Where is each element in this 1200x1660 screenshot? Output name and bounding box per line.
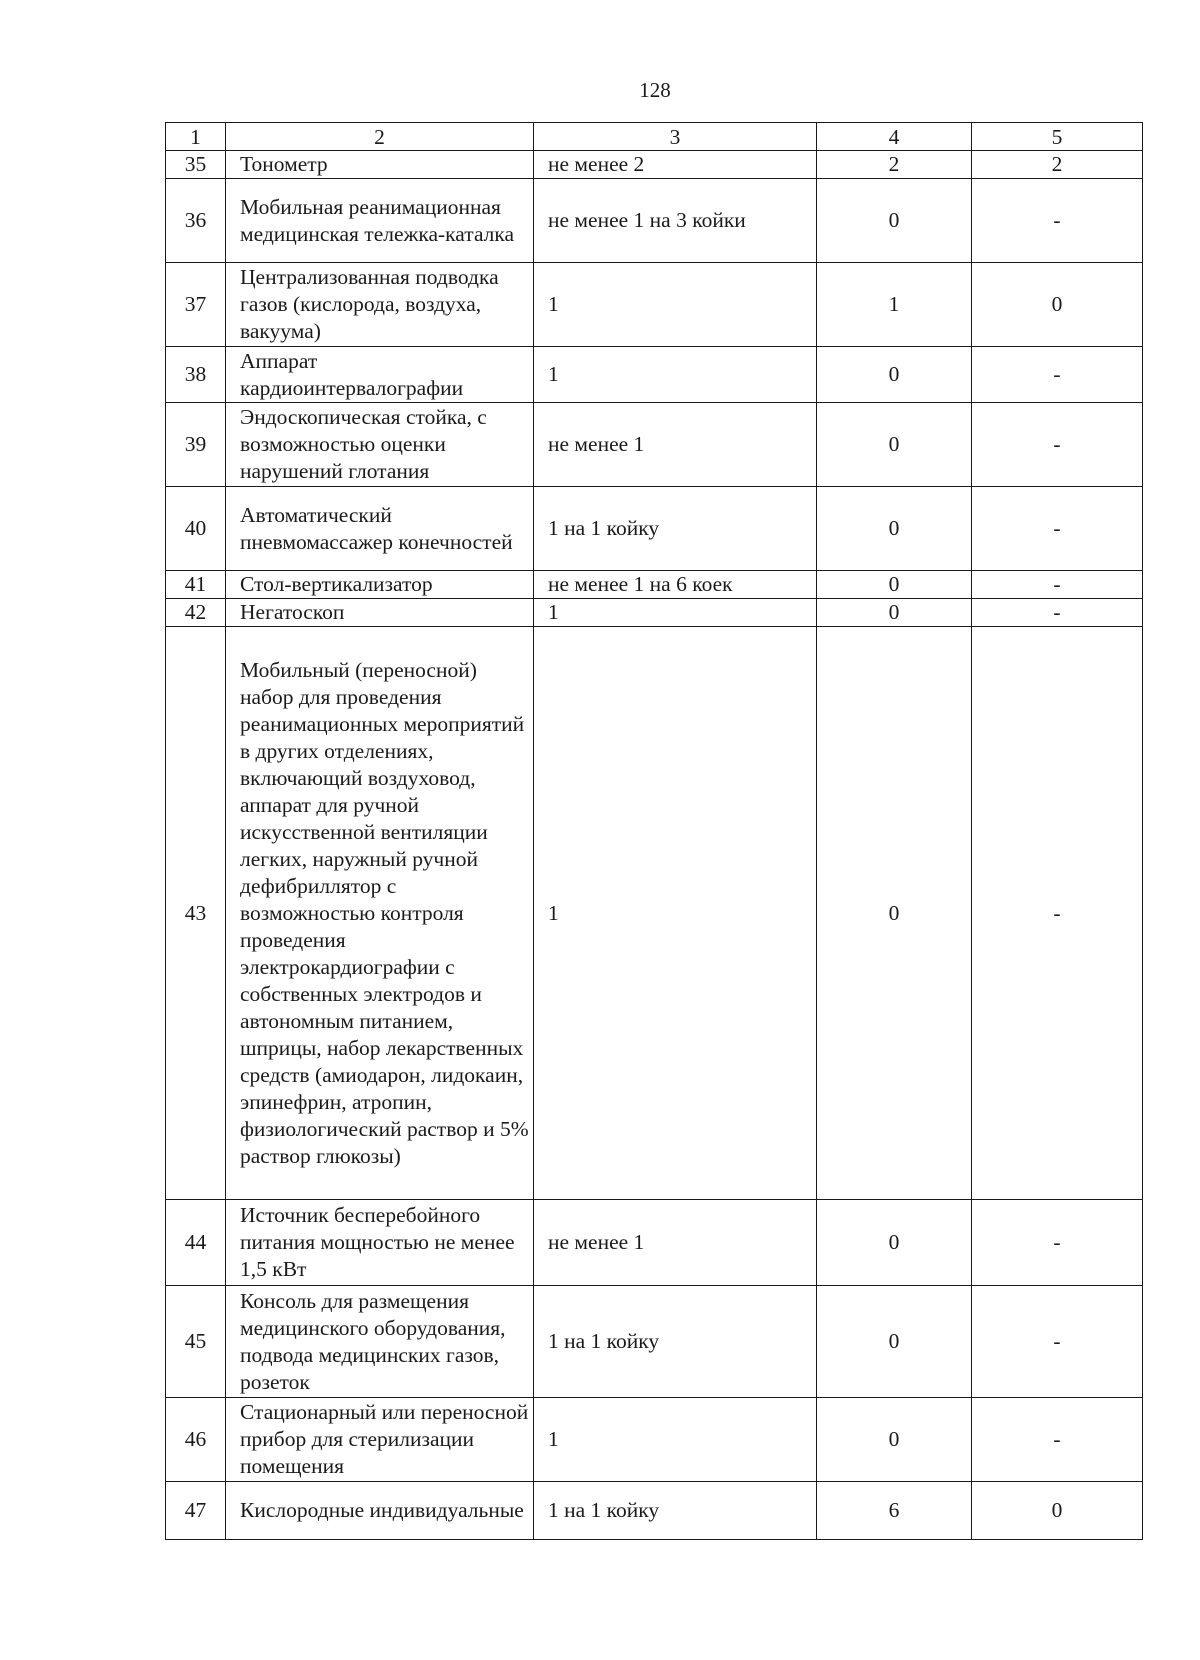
col-4-value: 0: [817, 487, 972, 571]
col-4-value: 0: [817, 179, 972, 263]
table-header-row: [166, 123, 1143, 151]
col-5-value: -: [972, 1200, 1143, 1286]
equipment-name: Тонометр: [226, 151, 534, 179]
col-5-value: -: [972, 347, 1143, 403]
row-number: 38: [166, 347, 226, 403]
equipment-name: Эндоскопическая стойка, с возможностью оценки нарушений глотания: [226, 403, 534, 487]
table-row: [166, 571, 1143, 599]
required-quantity: 1: [534, 347, 817, 403]
header-col-3: 3: [534, 123, 817, 151]
equipment-name: Кислородные индивидуальные: [226, 1482, 534, 1540]
header-col-2: 2: [226, 123, 534, 151]
col-5-value: -: [972, 1286, 1143, 1398]
col-4-value: 0: [817, 347, 972, 403]
table-row: [166, 179, 1143, 263]
col-5-value: -: [972, 599, 1143, 627]
row-number: 40: [166, 487, 226, 571]
row-number: 36: [166, 179, 226, 263]
row-number: 46: [166, 1398, 226, 1482]
table-row: [166, 151, 1143, 179]
col-4-value: 2: [817, 151, 972, 179]
equipment-name: Источник бесперебойного питания мощностью не менее 1,5 кВт: [226, 1200, 534, 1286]
required-quantity: 1: [534, 263, 817, 347]
row-number: 42: [166, 599, 226, 627]
required-quantity: 1 на 1 койку: [534, 1286, 817, 1398]
equipment-name: Мобильный (переносной) набор для проведения реанимационных мероприятий в других отделениях, включающий воздуховод, аппарат для ручной искусственной вентиляции легких, наружный ручной дефибриллятор с возможностью контроля проведения электрокардиографии с собственных электродов и автономным питанием, шприцы, набор лекарственных средств (амиодарон, лидокаин, эпинефрин, атропин, физиологический раствор и 5% раствор глюкозы): [226, 627, 534, 1200]
required-quantity: не менее 1 на 6 коек: [534, 571, 817, 599]
equipment-name: Автоматический пневмомассажер конечностей: [226, 487, 534, 571]
col-4-value: 0: [817, 403, 972, 487]
table-row: [166, 347, 1143, 403]
row-number: 45: [166, 1286, 226, 1398]
table-row: [166, 599, 1143, 627]
col-4-value: 1: [817, 263, 972, 347]
col-5-value: -: [972, 627, 1143, 1200]
equipment-name: Негатоскоп: [226, 599, 534, 627]
col-5-value: -: [972, 487, 1143, 571]
required-quantity: не менее 1 на 3 койки: [534, 179, 817, 263]
col-5-value: -: [972, 1398, 1143, 1482]
row-number: 47: [166, 1482, 226, 1540]
col-5-value: -: [972, 403, 1143, 487]
equipment-name: Стационарный или переносной прибор для стерилизации помещения: [226, 1398, 534, 1482]
required-quantity: не менее 2: [534, 151, 817, 179]
required-quantity: 1 на 1 койку: [534, 1482, 817, 1540]
row-number: 43: [166, 627, 226, 1200]
required-quantity: не менее 1: [534, 403, 817, 487]
required-quantity: не менее 1: [534, 1200, 817, 1286]
required-quantity: 1 на 1 койку: [534, 487, 817, 571]
page-number: 128: [639, 78, 671, 102]
header-col-4: 4: [817, 123, 972, 151]
col-5-value: 0: [972, 1482, 1143, 1540]
table-row: [166, 1482, 1143, 1540]
row-number: 35: [166, 151, 226, 179]
equipment-name: Централизованная подводка газов (кислорода, воздуха, вакуума): [226, 263, 534, 347]
row-number: 41: [166, 571, 226, 599]
col-4-value: 0: [817, 599, 972, 627]
col-4-value: 0: [817, 1398, 972, 1482]
row-number: 37: [166, 263, 226, 347]
header-col-1: 1: [166, 123, 226, 151]
equipment-name: Мобильная реанимационная медицинская тележка-каталка: [226, 179, 534, 263]
table-row: [166, 627, 1143, 1200]
col-4-value: 0: [817, 1286, 972, 1398]
col-5-value: 2: [972, 151, 1143, 179]
col-5-value: -: [972, 179, 1143, 263]
col-5-value: 0: [972, 263, 1143, 347]
equipment-name: Аппарат кардиоинтервалографии: [226, 347, 534, 403]
col-4-value: 0: [817, 571, 972, 599]
equipment-table: [165, 122, 1143, 1540]
col-5-value: -: [972, 571, 1143, 599]
required-quantity: 1: [534, 627, 817, 1200]
table-row: [166, 1286, 1143, 1398]
table-row: [166, 263, 1143, 347]
table-row: [166, 1398, 1143, 1482]
col-4-value: 0: [817, 627, 972, 1200]
table-row: [166, 403, 1143, 487]
table-row: [166, 487, 1143, 571]
col-4-value: 0: [817, 1200, 972, 1286]
header-col-5: 5: [972, 123, 1143, 151]
col-4-value: 6: [817, 1482, 972, 1540]
required-quantity: 1: [534, 1398, 817, 1482]
equipment-name: Стол-вертикализатор: [226, 571, 534, 599]
table-row: [166, 1200, 1143, 1286]
row-number: 44: [166, 1200, 226, 1286]
equipment-name: Консоль для размещения медицинского оборудования, подвода медицинских газов, розеток: [226, 1286, 534, 1398]
row-number: 39: [166, 403, 226, 487]
required-quantity: 1: [534, 599, 817, 627]
